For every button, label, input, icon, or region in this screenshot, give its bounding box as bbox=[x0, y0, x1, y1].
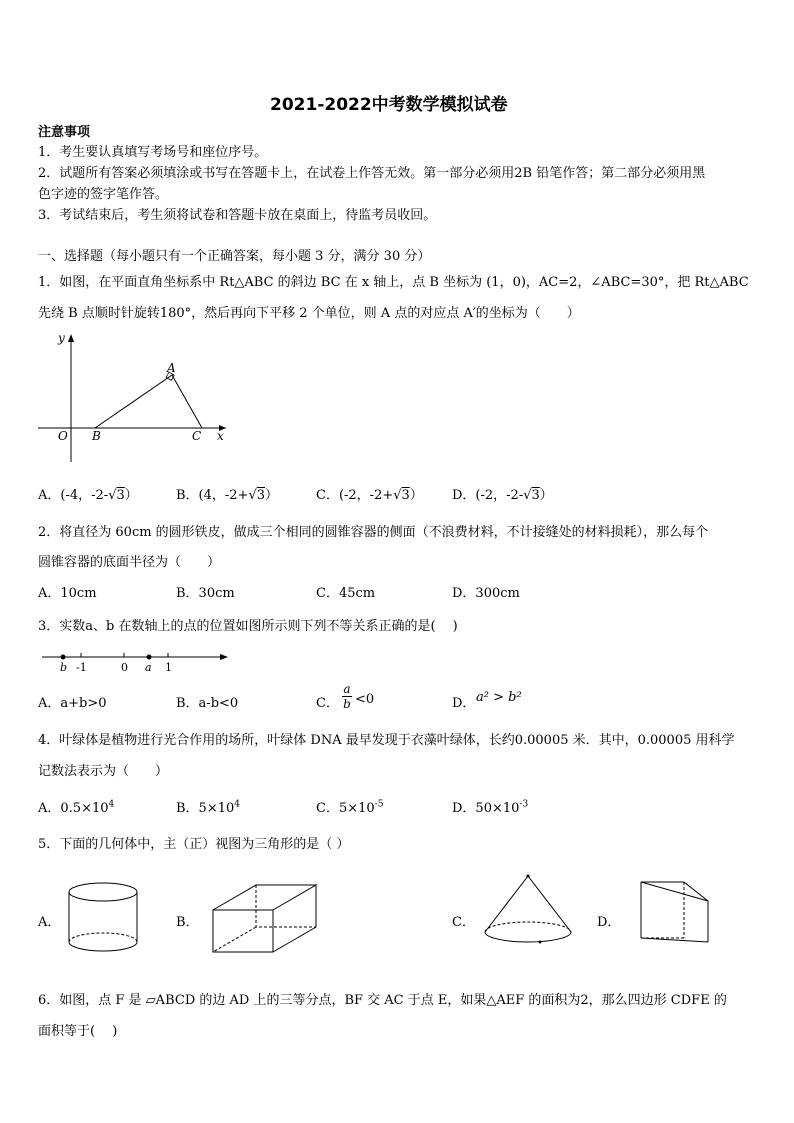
section-heading: 一、选择题（每小题只有一个正确答案，每小题 3 分，满分 30 分） bbox=[38, 249, 431, 264]
label-one: 1 bbox=[165, 661, 172, 674]
label-x: x bbox=[217, 429, 224, 443]
label-a: A bbox=[167, 361, 176, 375]
fraction-denominator: b bbox=[343, 697, 351, 711]
label-c: C bbox=[192, 429, 202, 443]
triangle-abc bbox=[95, 375, 202, 428]
page-title: 2021-2022中考数学模拟试卷 bbox=[270, 95, 508, 115]
point-a bbox=[147, 655, 152, 660]
q6-line1: 6．如图，点 F 是 ▱ABCD 的边 AD 上的三等分点，BF 交 AC 于点 E，如果△AEF 的面积为2，那么四边形 CDFE 的 bbox=[38, 993, 727, 1008]
q3-option-c-fraction bbox=[342, 682, 352, 711]
q5-option-d: D． bbox=[597, 915, 621, 930]
q2-option-a: A．10cm bbox=[38, 586, 97, 601]
q2-option-c: C．45cm bbox=[316, 586, 376, 601]
q5-option-c: C． bbox=[452, 915, 475, 930]
label-o: O bbox=[58, 429, 68, 443]
q1-line2: 先绕 B 点顺时针旋转180°，然后再向下平移 2 个单位，则 A 点的对应点 A′的坐标为（ ） bbox=[38, 306, 580, 321]
notice-heading: 注意事项 bbox=[38, 125, 91, 140]
q3-option-d-prefix: D． bbox=[452, 696, 476, 711]
q5-line1: 5．下面的几何体中，主（正）视图为三角形的是（ ） bbox=[38, 837, 350, 852]
q3-option-d-expr: a² > b² bbox=[476, 690, 522, 705]
label-zero: 0 bbox=[121, 661, 128, 674]
q3-option-c-prefix: C． bbox=[316, 696, 339, 711]
q2-option-b: B．30cm bbox=[176, 586, 235, 601]
fraction-numerator: a bbox=[343, 682, 351, 696]
y-axis-arrow-icon bbox=[68, 334, 74, 342]
q4-line1: 4．叶绿体是植物进行光合作用的场所，叶绿体 DNA 最早发现于衣藻叶绿体，长约0.00005 米．其中，0.00005 用科学 bbox=[38, 733, 735, 748]
q4-line2: 记数法表示为（ ） bbox=[38, 764, 169, 779]
cylinder-figure bbox=[66, 880, 142, 956]
label-minus-one: -1 bbox=[76, 661, 87, 674]
q4-option-c: C．$5\times 10^{-5}$ bbox=[316, 799, 384, 816]
notice-item-2: 2．试题所有答案必须填涂或书写在答题卡上，在试卷上作答无效。第一部分必须用2B 铅笔作答；第二部分必须用黑 bbox=[38, 166, 706, 181]
label-b: b bbox=[60, 661, 68, 674]
label-y: y bbox=[58, 331, 65, 345]
triangular-prism-figure bbox=[636, 876, 716, 952]
q5-option-a: A． bbox=[38, 915, 61, 930]
notice-item-3: 3．考试结束后，考生须将试卷和答题卡放在桌面上，待监考员收回。 bbox=[38, 208, 437, 223]
label-b: B bbox=[92, 429, 101, 443]
notice-item-2-cont: 色字迹的签字笔作答。 bbox=[38, 187, 169, 202]
q3-option-c-suffix: <0 bbox=[355, 692, 375, 707]
q3-option-a: A．a+b>0 bbox=[38, 696, 107, 711]
notice-item-1: 1．考生要认真填写考场号和座位序号。 bbox=[38, 145, 268, 160]
q1-option-c: C．(-2，-2+√3） bbox=[316, 488, 423, 503]
point-b bbox=[61, 655, 66, 660]
q2-line1: 2．将直径为 60cm 的圆形铁皮，做成三个相同的圆锥容器的侧面（不浪费材料，不计接缝处的材料损耗），那么每个 bbox=[38, 525, 709, 540]
cone-figure bbox=[480, 870, 576, 950]
q1-option-a: A．(-4，-2-√3） bbox=[38, 488, 138, 503]
q1-figure-coordinate-plane bbox=[30, 330, 240, 470]
q4-option-b: B．$5\times 10^4$ bbox=[176, 799, 240, 816]
cuboid-figure bbox=[208, 880, 324, 956]
number-line-arrow-icon bbox=[220, 654, 228, 660]
q6-line2: 面积等于( ) bbox=[38, 1024, 118, 1039]
q4-option-a: A．$0.5\times 10^4$ bbox=[38, 799, 115, 816]
q5-option-b: B． bbox=[176, 915, 199, 930]
q2-option-d: D．300cm bbox=[452, 586, 520, 601]
q1-option-d: D．(-2，-2-√3） bbox=[452, 488, 553, 503]
q2-line2: 圆锥容器的底面半径为（ ） bbox=[38, 555, 221, 570]
q4-option-d: D．$50\times 10^{-3}$ bbox=[452, 799, 529, 816]
q1-line1: 1．如图，在平面直角坐标系中 Rt△ABC 的斜边 BC 在 x 轴上，点 B 坐标为 (1，0)，AC=2，∠ABC=30°，把 Rt△ABC bbox=[38, 275, 749, 290]
q3-option-b: B．a-b<0 bbox=[176, 696, 239, 711]
q3-number-line bbox=[38, 645, 233, 675]
q1-option-b: B．(4，-2+√3） bbox=[176, 488, 279, 503]
label-a: a bbox=[145, 661, 152, 674]
q3-line1: 3．实数a、b 在数轴上的点的位置如图所示则下列不等关系正确的是( ) bbox=[38, 619, 458, 634]
